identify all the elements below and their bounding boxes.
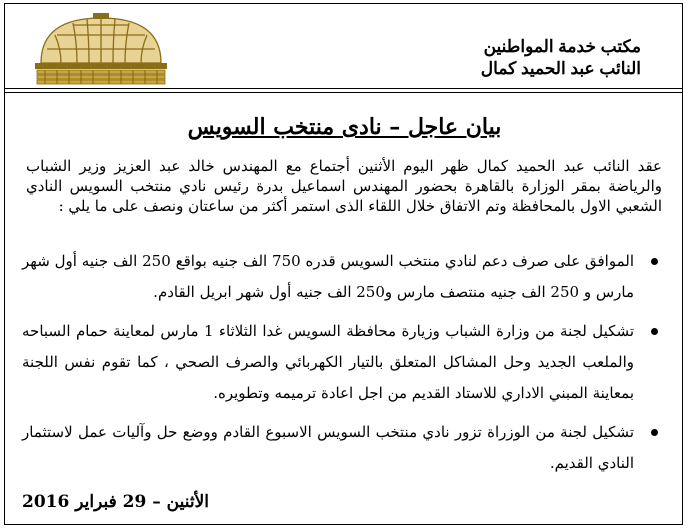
list-item-text: تشكيل لجنة من وزارة الشباب وزيارة محافظة السويس غدا الثلاثاء 1 مارس لمعاينة حمام السباحه والملعب الجديد وحل المشاكل المتعلق بالتيار الكهربائي والصرف الصحي ، كما تقوم نفس اللجنة بمعاينة المبني الاداري للاستاد القديم من اجل اعادة ترميمه وتطويره. — [22, 322, 635, 402]
letterhead — [0, 0, 689, 100]
agreement-list — [22, 246, 668, 479]
statement-title: بيان عاجل – نادى منتخب السويس — [187, 114, 502, 140]
bullet-icon — [651, 258, 658, 265]
list-item — [22, 246, 668, 308]
parliament-dome-logo — [33, 13, 169, 88]
header-divider — [4, 88, 683, 89]
list-item-text: الموافق على صرف دعم لنادي منتخب السويس قدره 750 الف جنيه بواقع 250 الف جنيه أول شهر مارس و 250 الف جنيه منتصف مارس و250 الف جنيه أول شهر ابريل القادم. — [22, 252, 634, 301]
list-item — [22, 417, 668, 479]
bullet-icon — [651, 429, 658, 436]
office-name: مكتب خدمة المواطنين — [483, 37, 641, 56]
statement-date: الأثنين – 29 فبراير 2016 — [22, 492, 209, 512]
intro-paragraph: عقد النائب عبد الحميد كمال ظهر اليوم الأثنين أجتماع مع المهندس خالد عبد العزيز وزير الشباب والرياضة بمقر الوزارة بالقاهرة بحضور المهندس اسماعيل بدرة رئيس نادي منتخب السويس النادي الشعبي الاول بالمحافظة وتم الاتفاق خلال اللقاء الذى استمر أكثر من ساعتان ونصف على ما يلي : — [26, 157, 662, 215]
list-item-text: تشكيل لجنة من الوزراة تزور نادي منتخب السويس الاسبوع القادم ووضع حل وآليات عمل لاستثمار النادي القديم. — [22, 423, 634, 472]
list-item — [22, 316, 668, 409]
office-block — [481, 36, 641, 80]
header-divider-double — [4, 92, 683, 93]
mp-name: النائب عبد الحميد كمال — [480, 59, 641, 78]
bullet-icon — [651, 328, 658, 335]
